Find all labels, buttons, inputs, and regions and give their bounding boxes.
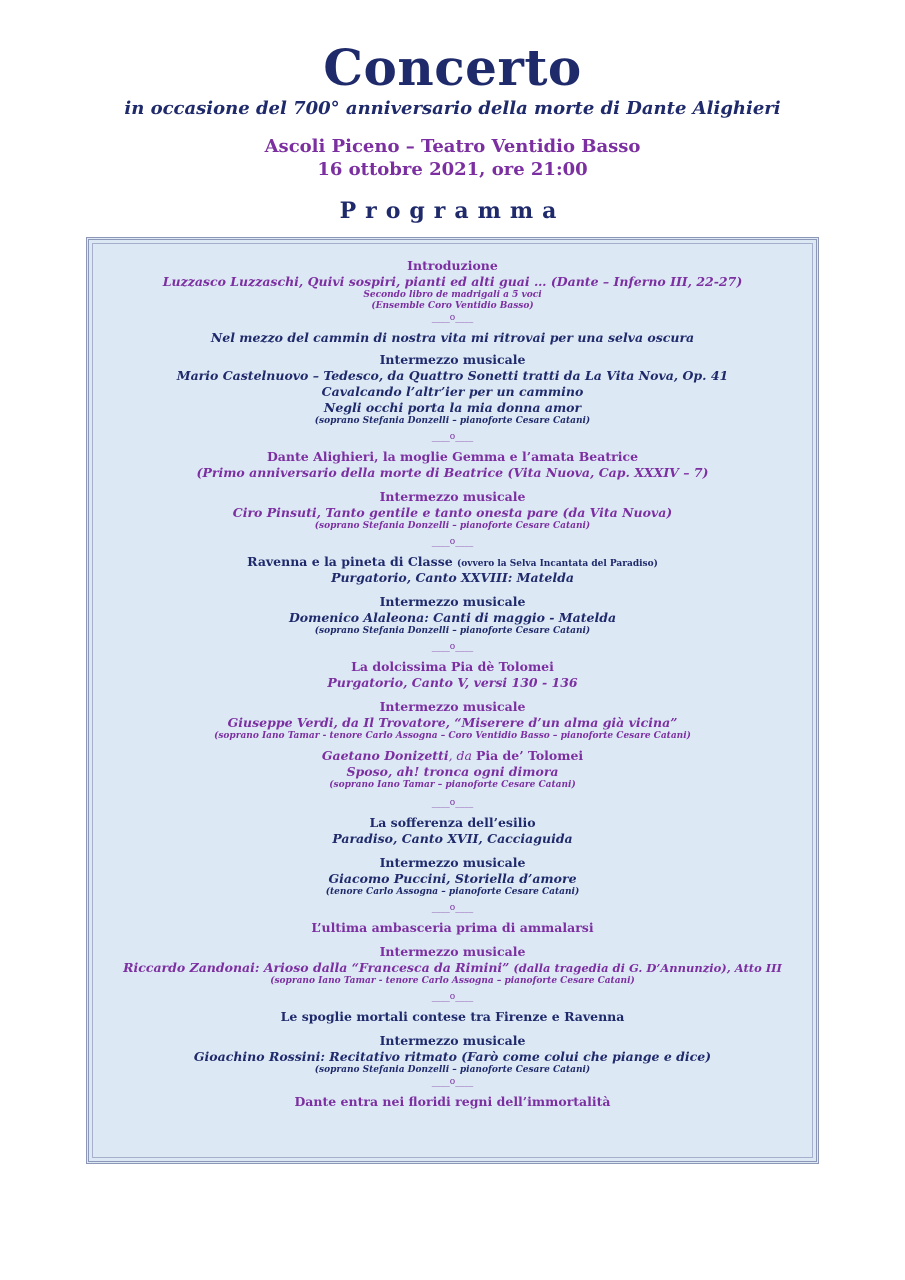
separator: ____o____ xyxy=(431,537,474,547)
separator: ____o____ xyxy=(431,1077,474,1087)
venue: Ascoli Piceno – Teatro Ventidio Basso xyxy=(264,136,641,157)
section-5-work: Giacomo Puccini, Storiella d’amore xyxy=(328,871,577,886)
page-subtitle: in occasione del 700° anniversario della morte di Dante Alighieri xyxy=(124,98,781,119)
intro-performers: (Ensemble Coro Ventidio Basso) xyxy=(371,301,534,311)
section-2-performers: (soprano Stefania Donzelli – pianoforte Cesare Catani) xyxy=(314,521,591,531)
separator: ____o____ xyxy=(431,798,474,808)
programme-content xyxy=(89,258,816,1110)
section-5-title: La sofferenza dell’esilio xyxy=(369,815,536,830)
section-5-subtitle: Paradiso, Canto XVII, Cacciaguida xyxy=(332,831,573,846)
section-4-work-2-da: , da xyxy=(448,748,476,763)
section-3-title xyxy=(89,554,816,570)
section-5-intermezzo: Intermezzo musicale xyxy=(379,855,526,870)
section-4-performers: (soprano Iano Tamar - tenore Carlo Assogna – Coro Ventidio Basso – pianoforte Cesare Catani) xyxy=(214,731,691,741)
section-1-performers: (soprano Stefania Donzelli – pianoforte Cesare Catani) xyxy=(314,416,591,426)
section-1-line-2: Negli occhi porta la mia donna amor xyxy=(323,400,582,415)
section-6-work xyxy=(89,960,816,976)
section-3-performers: (soprano Stefania Donzelli – pianoforte Cesare Catani) xyxy=(314,626,591,636)
section-2-intermezzo: Intermezzo musicale xyxy=(379,489,526,504)
section-4-work-2-opera: Pia de’ Tolomei xyxy=(475,748,584,763)
section-4-work-2-aria: Sposo, ah! tronca ogni dimora xyxy=(346,764,559,779)
section-1-intermezzo: Intermezzo musicale xyxy=(379,352,526,367)
event-date: 16 ottobre 2021, ore 21:00 xyxy=(317,159,588,180)
section-2-subtitle: (Primo anniversario della morte di Beatrice (Vita Nuova, Cap. XXXIV – 7) xyxy=(196,465,709,480)
page-title: Concerto xyxy=(323,38,582,97)
section-2-work: Ciro Pinsuti, Tanto gentile e tanto onesta pare (da Vita Nuova) xyxy=(232,505,673,520)
section-3-subtitle: Purgatorio, Canto XXVIII: Matelda xyxy=(331,570,574,585)
separator: ____o____ xyxy=(431,432,474,442)
separator: ____o____ xyxy=(431,313,474,323)
section-4-work-2 xyxy=(89,748,816,764)
section-4-intermezzo: Intermezzo musicale xyxy=(379,699,526,714)
section-3-title-text: Ravenna e la pineta di Classe xyxy=(247,554,453,569)
section-4-work: Giuseppe Verdi, da Il Trovatore, “Miserere d’un alma già vicina” xyxy=(227,715,678,730)
section-3-intermezzo: Intermezzo musicale xyxy=(379,594,526,609)
section-7-title: Le spoglie mortali contese tra Firenze e Ravenna xyxy=(280,1009,625,1024)
section-4-title: La dolcissima Pia dè Tolomei xyxy=(351,659,554,674)
section-3-title-note: (ovvero la Selva Incantata del Paradiso) xyxy=(457,559,658,569)
section-7-intermezzo: Intermezzo musicale xyxy=(379,1033,526,1048)
separator: ____o____ xyxy=(431,992,474,1002)
separator: ____o____ xyxy=(431,903,474,913)
section-1-work: Mario Castelnuovo – Tedesco, da Quattro Sonetti tratti da La Vita Nova, Op. 41 xyxy=(176,368,729,383)
section-4-performers-2: (soprano Iano Tamar – pianoforte Cesare Catani) xyxy=(329,780,576,790)
intro-heading: Introduzione xyxy=(407,258,498,273)
section-2-title: Dante Alighieri, la moglie Gemma e l’amata Beatrice xyxy=(266,449,639,464)
section-7-performers: (soprano Stefania Donzelli – pianoforte Cesare Catani) xyxy=(314,1065,591,1075)
section-7-work: Gioachino Rossini: Recitativo ritmato (Farò come colui che piange e dice) xyxy=(193,1049,712,1064)
section-4-work-2-composer: Gaetano Donizetti xyxy=(321,748,449,763)
programme-frame xyxy=(86,237,819,1164)
section-6-title: L’ultima ambasceria prima di ammalarsi xyxy=(311,920,594,935)
section-3-work: Domenico Alaleona: Canti di maggio - Matelda xyxy=(288,610,617,625)
intro-source: Secondo libro de madrigali a 5 voci xyxy=(363,290,542,300)
separator: ____o____ xyxy=(431,642,474,652)
finale-title: Dante entra nei floridi regni dell’immortalità xyxy=(294,1094,611,1109)
section-1-title: Nel mezzo del cammin di nostra vita mi ritrovai per una selva oscura xyxy=(210,330,695,345)
section-1-line-1: Cavalcando l’altr’ier per un cammino xyxy=(321,384,584,399)
programme-heading: Programma xyxy=(339,198,566,224)
section-6-intermezzo: Intermezzo musicale xyxy=(379,944,526,959)
intro-work: Luzzasco Luzzaschi, Quivi sospiri, pianti ed alti guai … (Dante – Inferno III, 22-27) xyxy=(162,274,743,289)
section-5-performers: (tenore Carlo Assogna – pianoforte Cesare Catani) xyxy=(325,887,580,897)
section-6-work-note: (dalla tragedia di G. D’Annunzio), Atto III xyxy=(509,961,782,975)
section-6-performers: (soprano Iano Tamar - tenore Carlo Assogna – pianoforte Cesare Catani) xyxy=(270,976,635,986)
section-4-subtitle: Purgatorio, Canto V, versi 130 - 136 xyxy=(327,675,578,690)
section-6-work-text: Riccardo Zandonai: Arioso dalla “Francesca da Rimini” xyxy=(123,960,510,975)
